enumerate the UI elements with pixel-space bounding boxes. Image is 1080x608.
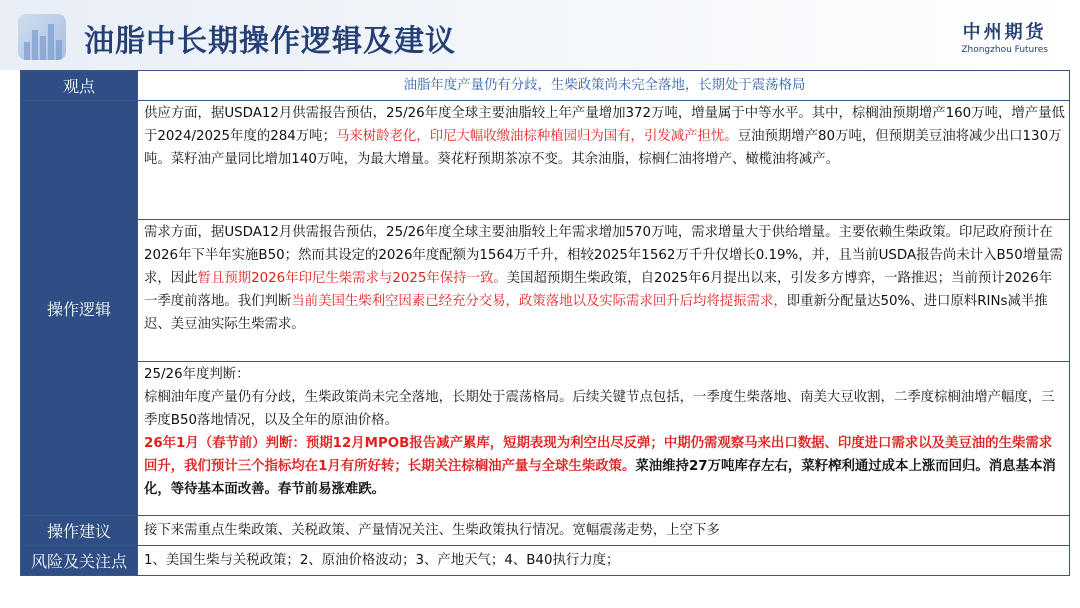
demand-highlight-2: 当前美国生柴利空因素已经充分交易，政策落地以及实际需求回升后均将提振需求， (291, 294, 787, 309)
advice-row (21, 516, 1070, 546)
page-title: 油脂中长期操作逻辑及建议 (84, 24, 456, 59)
judgment-heading: 25/26年度判断： (144, 367, 250, 382)
judgment-text: 棕榈油年度产量仍有分歧，生柴政策尚未完全落地，长期处于震荡格局。后续关键节点包括，一季度生柴落地、南美大豆收割，二季度棕榈油增产幅度，三季度B50落地情况，以及全年的原油价格。 (144, 390, 1055, 428)
demand-cell (138, 220, 1070, 362)
judgment-row (21, 362, 1070, 516)
logic-label: 操作逻辑 (21, 101, 138, 516)
brand-logo (961, 18, 1048, 55)
demand-text-3: 即重新分配量达50%、进口原料RINs减半推迟、美豆油实际生柴需求。 (144, 294, 1048, 332)
demand-text-1: 需求方面，据USDA12月供需报告预估，25/26年度全球主要油脂较上年需求增加570万吨，需求增量大于供给增量。主要依赖生柴政策。印尼政府预计在2026年下半年实施B50；然而其设定的2026年度配额为1564万千升，相较2025年1562万千升仅增长0.19%，并，且当前USDA报告尚未计入B50增量需求，因此 (144, 225, 1063, 286)
judgment-bold-text: 菜油维持27万吨库存左右，菜籽榨利通过成本上涨而回归。消息基本消化，等待基本面改善。春节前易涨难跌。 (144, 459, 1056, 497)
advice-text: 接下来需重点生柴政策、关税政策、产量情况关注、生柴政策执行情况。宽幅震荡走势，上空下多 (138, 516, 1070, 546)
advice-label: 操作建议 (21, 516, 138, 546)
brand-name-en: Zhongzhou Futures (961, 45, 1048, 55)
brand-name-cn: 中州期货 (962, 22, 1047, 43)
supply-text-1: 供应方面，据USDA12月供需报告预估，25/26年度全球主要油脂较上年产量增加372万吨，增量属于中等水平。其中，棕榈油预期增产160万吨，增产量低于2024/2025年度的284万吨； (144, 106, 1065, 144)
demand-text-2: 美国超预期生柴政策，自2025年6月提出以来，引发多方博弈，一路推迟；当前预计2026年一季度前落地。我们判断 (144, 271, 1053, 309)
supply-cell (138, 101, 1070, 220)
buildings-logo-icon (18, 14, 66, 60)
supply-row (21, 101, 1070, 220)
judgment-cell (138, 362, 1070, 516)
demand-highlight-1: 暂且预期2026年印尼生柴需求与2025年保持一致。 (197, 271, 507, 286)
strategy-table (20, 70, 1070, 576)
supply-highlight: 马来树龄老化，印尼大幅收缴油棕种植园归为国有，引发减产担忧。 (335, 129, 738, 144)
judgment-highlight: 26年1月（春节前）判断：预期12月MPOB报告减产累库，短期表现为利空出尽反弹；中期仍需观察马来出口数据、印度进口需求以及美豆油的生柴需求回升，我们预计三个指标均在1月有所好转；长期关注棕榈油产量与全球生柴政策。 (144, 436, 1053, 474)
risk-label: 风险及关注点 (21, 546, 138, 576)
supply-text-2: 豆油预期增产80万吨，但预期美豆油将减少出口130万吨。菜籽油产量同比增加140万吨，为最大增量。葵花籽预期茶凉不变。其余油脂，棕榈仁油将增产、橄榄油将减产。 (144, 129, 1062, 167)
risk-row (21, 546, 1070, 576)
risk-text: 1、美国生柴与关税政策；2、原油价格波动；3、产地天气；4、B40执行力度； (138, 546, 1070, 576)
view-row (21, 71, 1070, 101)
view-text: 油脂年度产量仍有分歧，生柴政策尚未完全落地，长期处于震荡格局 (138, 71, 1070, 101)
view-label: 观点 (21, 71, 138, 101)
demand-row (21, 220, 1070, 362)
